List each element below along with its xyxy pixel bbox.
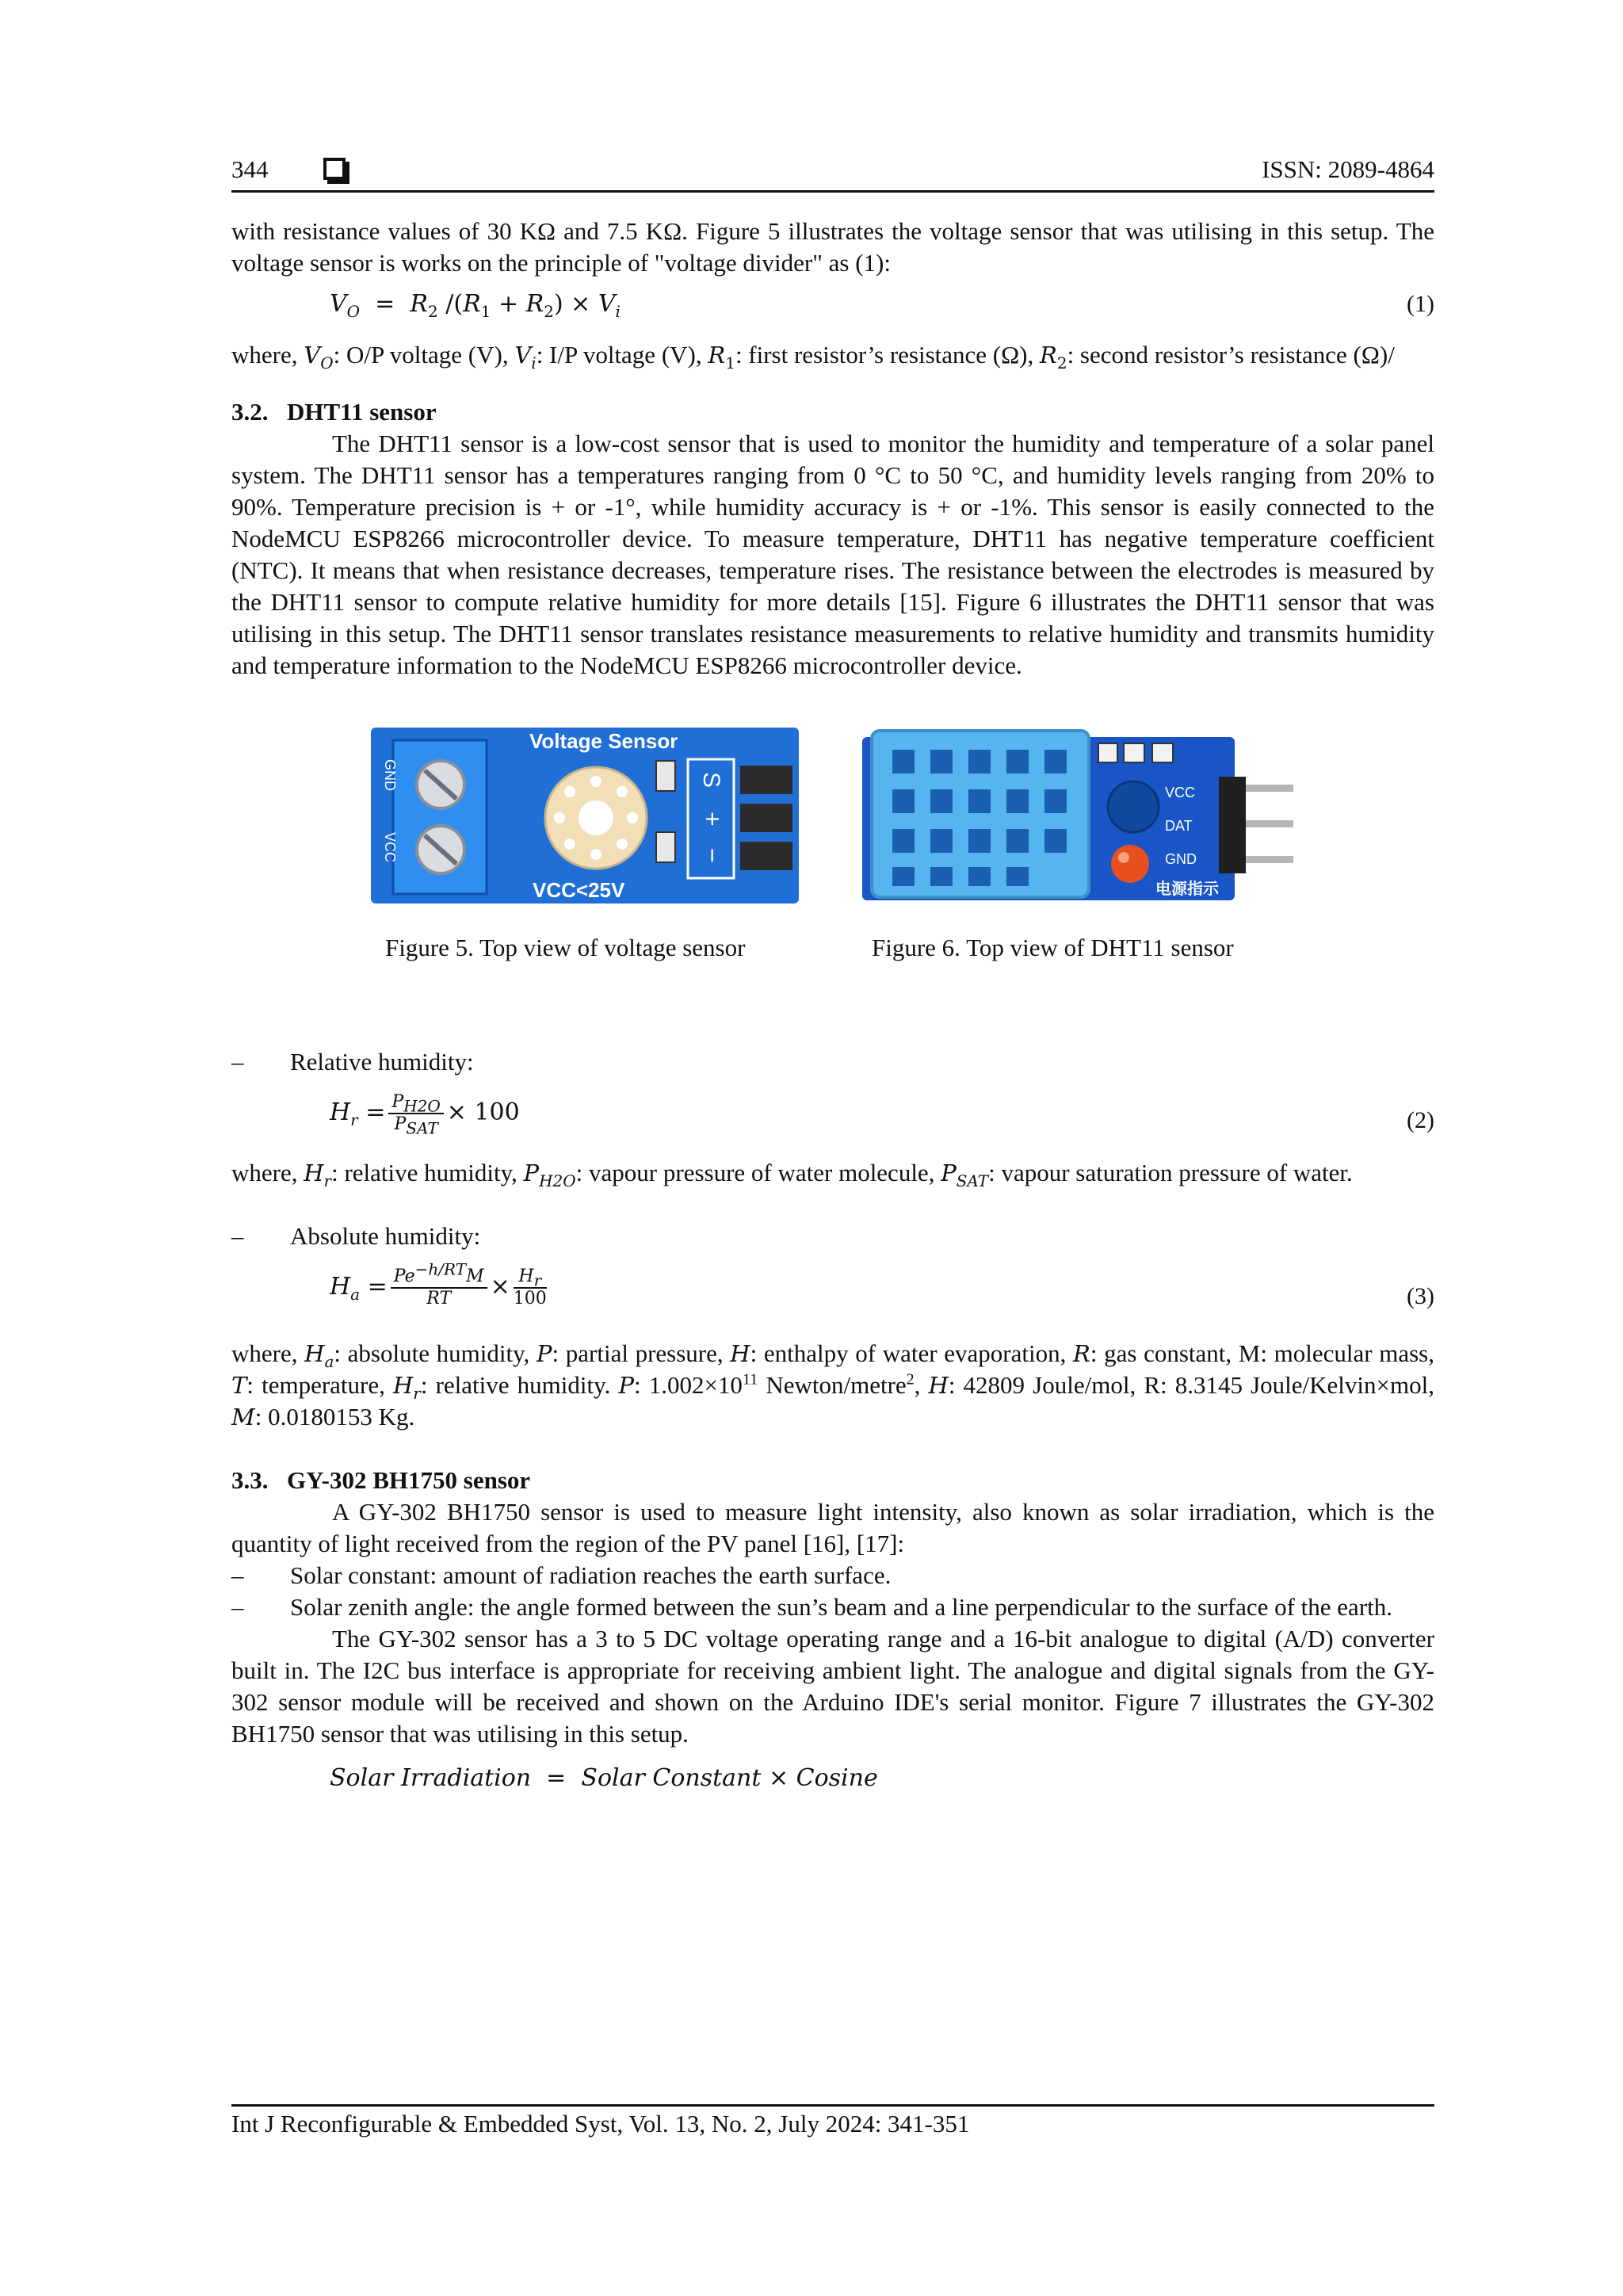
equation-3-where: where, $H_a$: absolute humidity, P: partial pressure, H: enthalpy of water evaporation, R: gas constant, M: molecular mass, T: temperature, $H_r$: relative humidity. P: $1.002\times 10^{11}$ Newton/metre$^2$, H: 42809 Joule/mol, R: 8.3145 Joule/Kelvin×mol, M: 0.0180153 Kg.	[231, 1339, 1434, 1431]
solar-irradiation-expression: Solar Irradiation = Solar Constant × Cosine	[330, 1764, 878, 1792]
figure-6-pin-gnd: GND	[1165, 851, 1197, 867]
relative-humidity-item: – Relative humidity:	[231, 1046, 1434, 1078]
figure-5-pin-minus: −	[698, 848, 727, 863]
figure-5-board-title: Voltage Sensor	[529, 729, 678, 753]
main-content	[231, 216, 1434, 1802]
section-3-2-paragraph: The DHT11 sensor is a low-cost sensor that is used to monitor the humidity and temperature of a solar panel system. The DHT11 sensor has a temperatures ranging from 0 °C to 50 °C, and humidity levels ranging from 20% to 90%. Temperature precision is + or -1°, while humidity accuracy is + or -1%. This sensor is easily connected to the NodeMCU ESP8266 microcontroller device. To measure temperature, DHT11 has negative temperature coefficient (NTC). It means that when resistance decreases, temperature rises. The resistance between the electrodes is measured by the DHT11 sensor to compute relative humidity for more details [15]. Figure 6 illustrates the DHT11 sensor that was utilising in this setup. The DHT11 sensor translates resistance measurements to relative humidity and transmits humidity and temperature information to the NodeMCU ESP8266 microcontroller device.	[231, 430, 1434, 679]
figure-6-pin-vcc: VCC	[1165, 785, 1196, 800]
equation-1	[231, 279, 1434, 327]
equation-3	[231, 1252, 1434, 1331]
section-heading-3-3: 3.3. GY-302 BH1750 sensor	[231, 1466, 531, 1494]
equation-1-number: (1)	[1407, 291, 1434, 317]
intro-paragraph: with resistance values of 30 KΩ and 7.5 KΩ. Figure 5 illustrates the voltage sensor that was utilising in this setup. The voltage sensor is works on the principle of "voltage divider" as (1):	[231, 217, 1434, 277]
equation-2-expression: $H_r$ = $\frac{P_{H2O}}{P_{SAT}}$ × 100	[330, 1092, 520, 1138]
page-footer: Int J Reconfigurable & Embedded Syst, Vol. 13, No. 2, July 2024: 341-351	[231, 2110, 970, 2137]
figure-row	[231, 713, 1434, 983]
footer-rule	[231, 2104, 1434, 2107]
figure-5-pin-vcc: VCC	[382, 832, 398, 863]
equation-2	[231, 1078, 1434, 1151]
figure-5-pin-s: S	[698, 772, 724, 789]
figure-6-caption: Figure 6. Top view of DHT11 sensor	[872, 934, 1234, 961]
header-box-icon	[323, 158, 346, 180]
equation-2-number: (2)	[1407, 1107, 1434, 1133]
equation-2-where: where, $H_r$: relative humidity, $P_{H2O}$: vapour pressure of water molecule, $P_{SAT}$: vapour saturation pressure of water.	[231, 1159, 1353, 1190]
page-number: 344	[231, 155, 269, 183]
equation-3-number: (3)	[1407, 1283, 1434, 1309]
equation-1-expression: $V_O = R_2$ $/(R_1 + R_2) \times V_i$	[330, 290, 621, 321]
issn: ISSN: 2089-4864	[1262, 155, 1434, 183]
figure-6-image	[857, 721, 1301, 910]
figure-5-pin-gnd: GND	[382, 759, 398, 791]
equation-solar-irradiation	[231, 1750, 1434, 1802]
figure-5-board-bottom: VCC<25V	[533, 878, 625, 902]
section-3-3-paragraph-2: The GY-302 sensor has a 3 to 5 DC voltage operating range and a 16-bit analogue to digital (A/D) converter built in. The I2C bus interface is appropriate for receiving ambient light. The analogue and digital signals from the GY-302 sensor module will be received and shown on the Arduino IDE's serial monitor. Figure 7 illustrates the GY-302 BH1750 sensor that was utilising in this setup.	[231, 1625, 1434, 1748]
section-3-3-paragraph-1: A GY-302 BH1750 sensor is used to measure light intensity, also known as solar irradiation, which is the quantity of light received from the region of the PV panel [16], [17]:	[231, 1498, 1434, 1557]
bullet-solar-zenith-angle: – Solar zenith angle: the angle formed between the sun’s beam and a line perpendicular to the surface of the earth.	[231, 1591, 1434, 1623]
figure-5-image	[365, 721, 805, 910]
equation-1-where: where, $V_O$: O/P voltage (V), $V_i$: I/P voltage (V), $R_1$: first resistor’s resistance (Ω), $R_2$: second resistor’s resistance (Ω)/	[231, 341, 1395, 372]
header-rule	[231, 190, 1434, 193]
figure-5-caption: Figure 5. Top view of voltage sensor	[385, 934, 746, 961]
section-heading-3-2: 3.2. DHT11 sensor	[231, 398, 437, 426]
equation-3-expression: $H_a$ = $\frac{Pe^{-h/RT}M}{RT}$ × $\frac{H_r}{100}$	[330, 1259, 547, 1308]
figure-6-pin-dat: DAT	[1165, 818, 1193, 834]
bullet-solar-constant: – Solar constant: amount of radiation reaches the earth surface.	[231, 1560, 1434, 1591]
figure-6-power-label: 电源指示	[1155, 879, 1219, 898]
figure-5-pin-plus: +	[698, 812, 727, 827]
page-header	[231, 155, 1434, 190]
absolute-humidity-item: – Absolute humidity:	[231, 1221, 1434, 1252]
